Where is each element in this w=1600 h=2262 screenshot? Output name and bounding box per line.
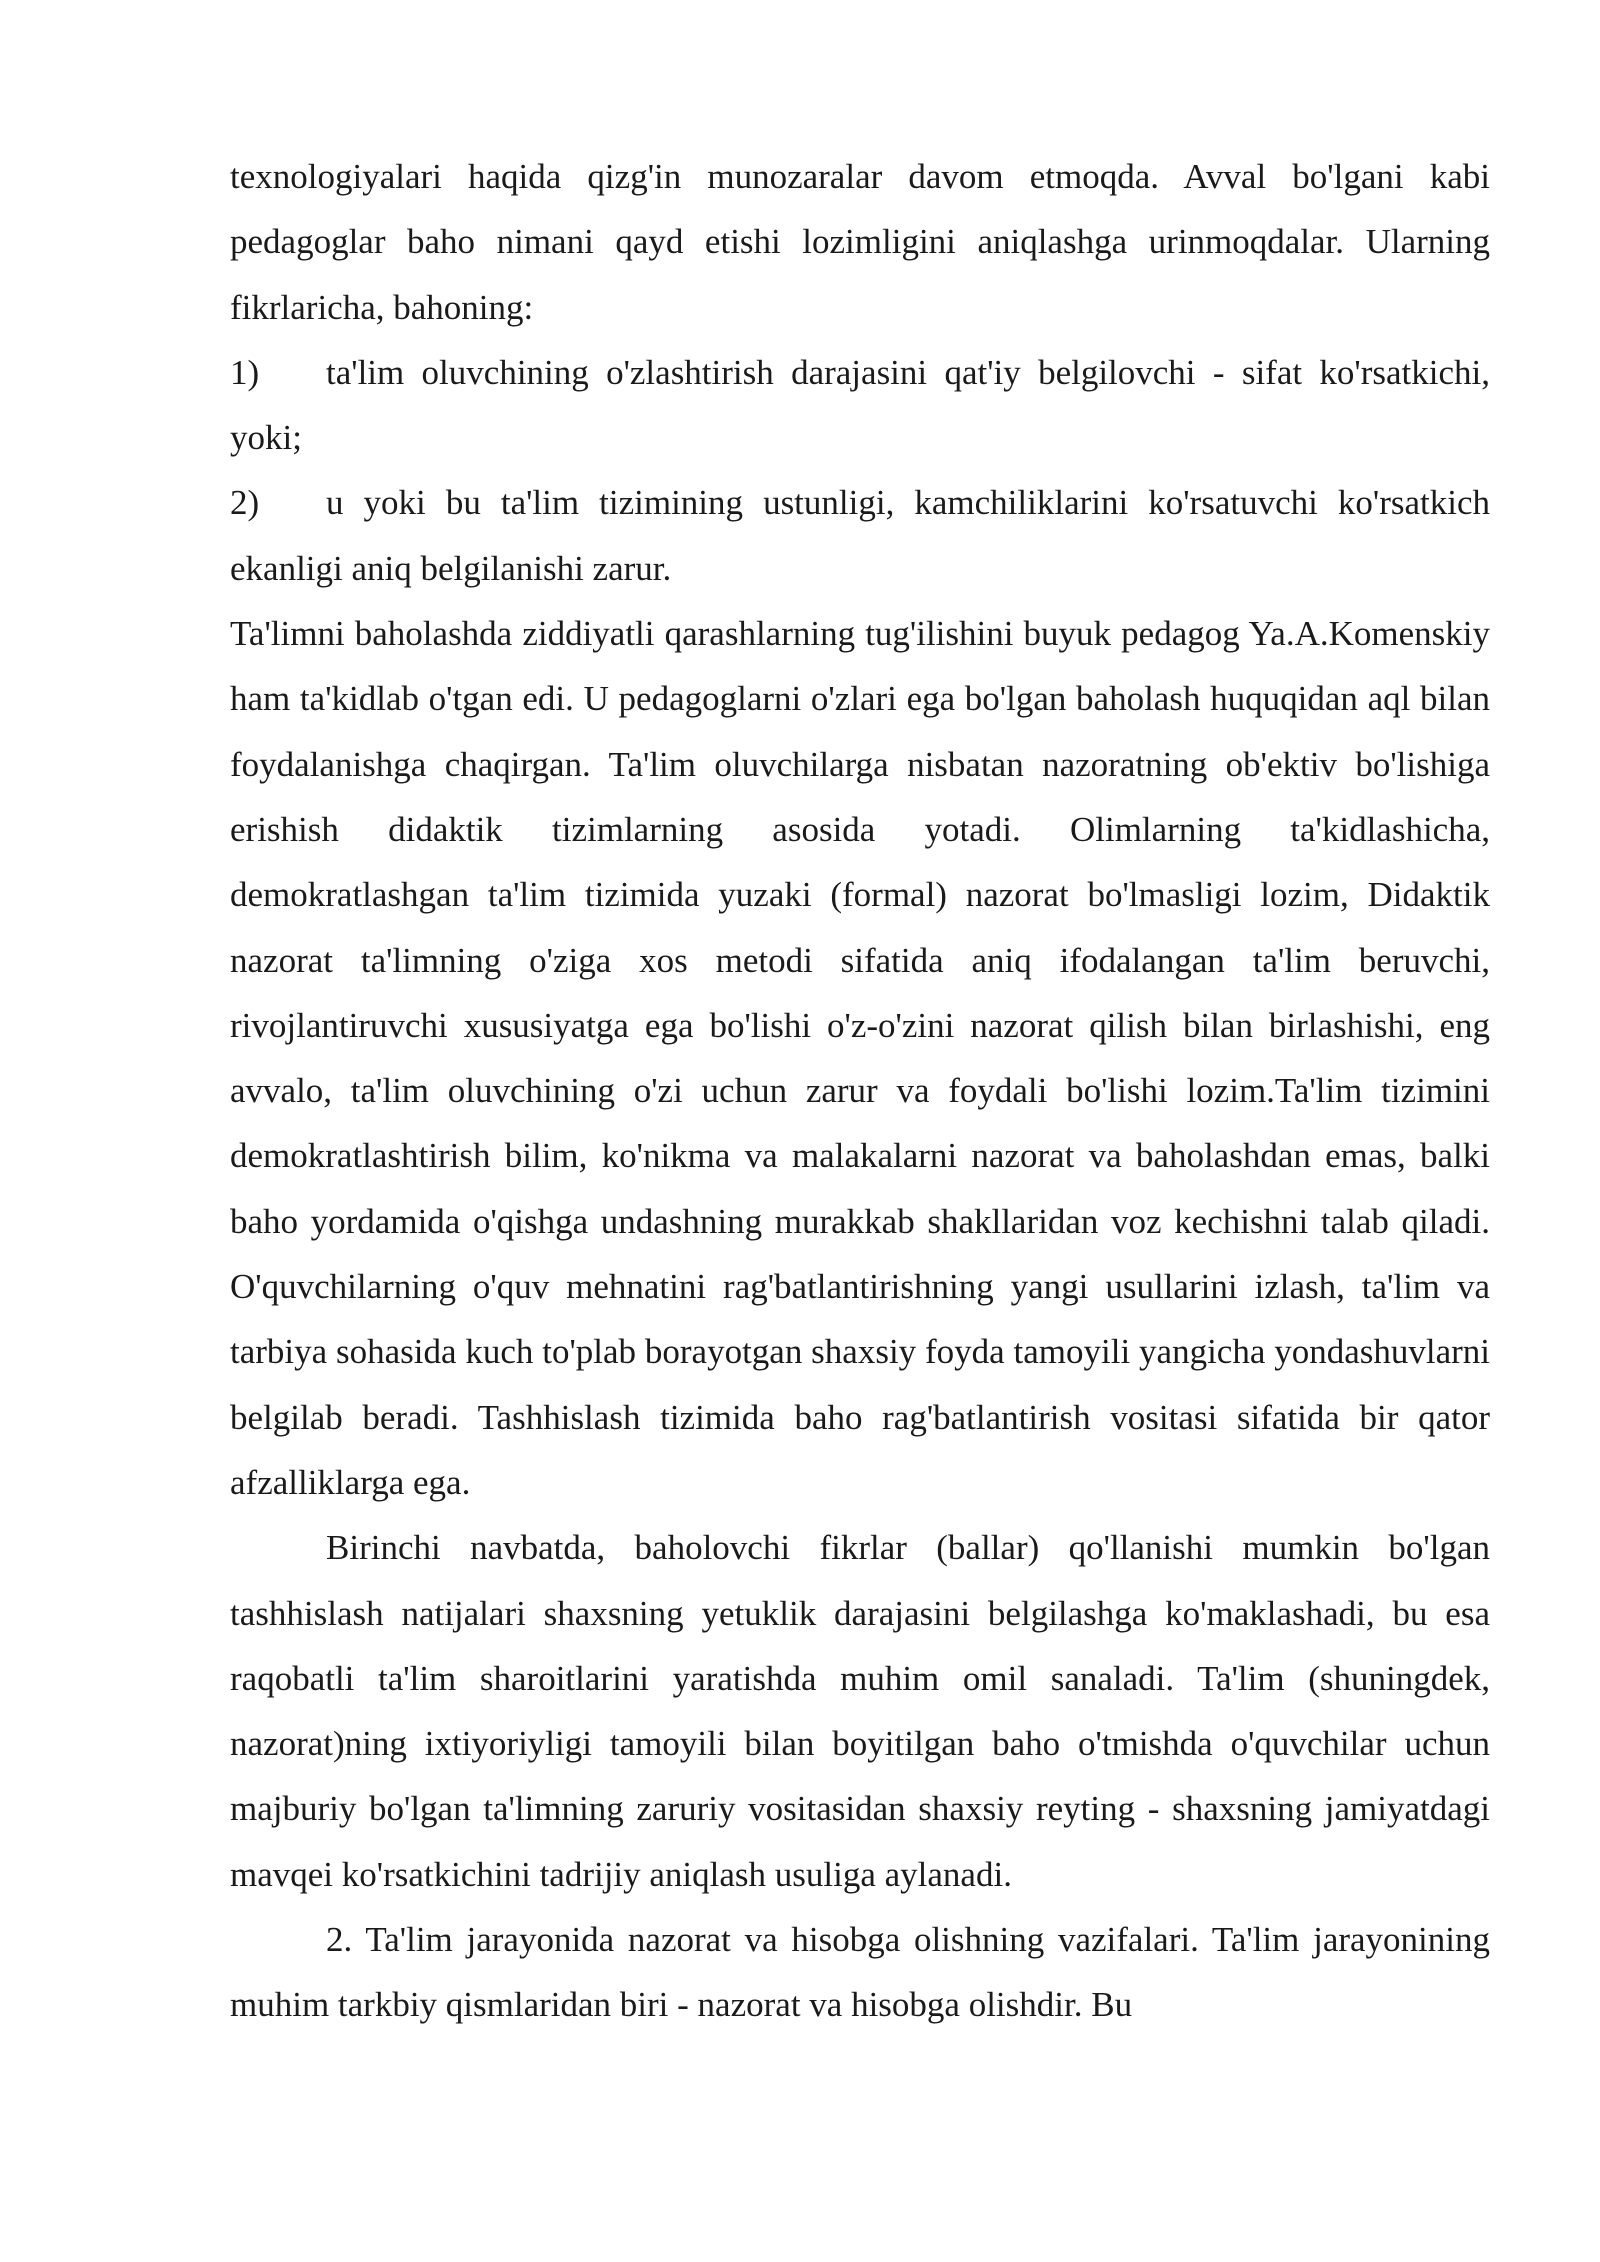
list-item-2	[230, 470, 1490, 601]
paragraph-birinchi: Birinchi navbatda, baholovchi fikrlar (ballar) qo'llanishi mumkin bo'lgan tashhislash natijalari shaxsning yetuklik darajasini belgilashga ko'maklashadi, bu esa raqobatli ta'lim sharoitlarini yaratishda muhim omil sanaladi. Ta'lim (shuningdek, nazorat)ning ixtiyoriyligi tamoyili bilan boyitilgan baho o'tmishda o'quvchilar uchun majburiy bo'lgan ta'limning zaruriy vositasidan shaxsiy reyting - shaxsning jamiyatdagi mavqei ko'rsatkichini tadrijiy aniqlash usuliga aylanadi.	[230, 1528, 1490, 1894]
list-text: ta'lim oluvchining o'zlashtirish darajasini qat'iy belgilovchi - sifat ko'rsatkichi, yoki;	[230, 352, 1490, 458]
list-number: 1)	[230, 352, 260, 392]
paragraph-section-2: 2. Ta'lim jarayonida nazorat va hisobga olishning vazifalari. Ta'lim jarayonining muhim tarkbiy qismlaridan biri - nazorat va hisobga olishdir. Bu	[230, 1920, 1490, 2025]
paragraph-intro: texnologiyalari haqida qizg'in munozaralar davom etmoqda. Avval bo'lgani kabi pedagoglar baho nimani qayd etishi lozimligini aniqlashga urinmoqdalar. Ularning fikrlaricha, bahoning:	[230, 157, 1490, 327]
list-text: u yoki bu ta'lim tizimining ustunligi, kamchiliklarini ko'rsatuvchi ko'rsatkich ekanligi aniq belgilanishi zarur.	[230, 483, 1490, 588]
list-item-1	[230, 340, 1490, 471]
document-body	[230, 144, 1490, 2038]
list-number: 2)	[230, 483, 260, 523]
paragraph-komenskiy: Ta'limni baholashda ziddiyatli qarashlarning tug'ilishini buyuk pedagog Ya.A.Komenskiy ham ta'kidlab o'tgan edi. U pedagoglarni o'zlari ega bo'lgan baholash huquqidan aql bilan foydalanishga chaqirgan. Ta'lim oluvchilarga nisbatan nazoratning ob'ektiv bo'lishiga erishish didaktik tizimlarning asosida yotadi. Olimlarning ta'kidlashicha, demokratlashgan ta'lim tizimida yuzaki (formal) nazorat bo'lmasligi lozim, Didaktik nazorat ta'limning o'ziga xos metodi sifatida aniq ifodalangan ta'lim beruvchi, rivojlantiruvchi xususiyatga ega bo'lishi o'z-o'zini nazorat qilish bilan birlashishi, eng avvalo, ta'lim oluvchining o'zi uchun zarur va foydali bo'lishi lozim.Ta'lim tizimini demokratlashtirish bilim, ko'nikma va malakalarni nazorat va baholashdan emas, balki baho yordamida o'qishga undashning murakkab shakllaridan voz kechishni talab qiladi. O'quvchilarning o'quv mehnatini rag'batlantirishning yangi usullarini izlash, ta'lim va tarbiya sohasida kuch to'plab borayotgan shaxsiy foyda tamoyili yangicha yondashuvlarni belgilab beradi. Tashhislash tizimida baho rag'batlantirish vositasi sifatida bir qator afzalliklarga ega.	[230, 614, 1490, 1502]
